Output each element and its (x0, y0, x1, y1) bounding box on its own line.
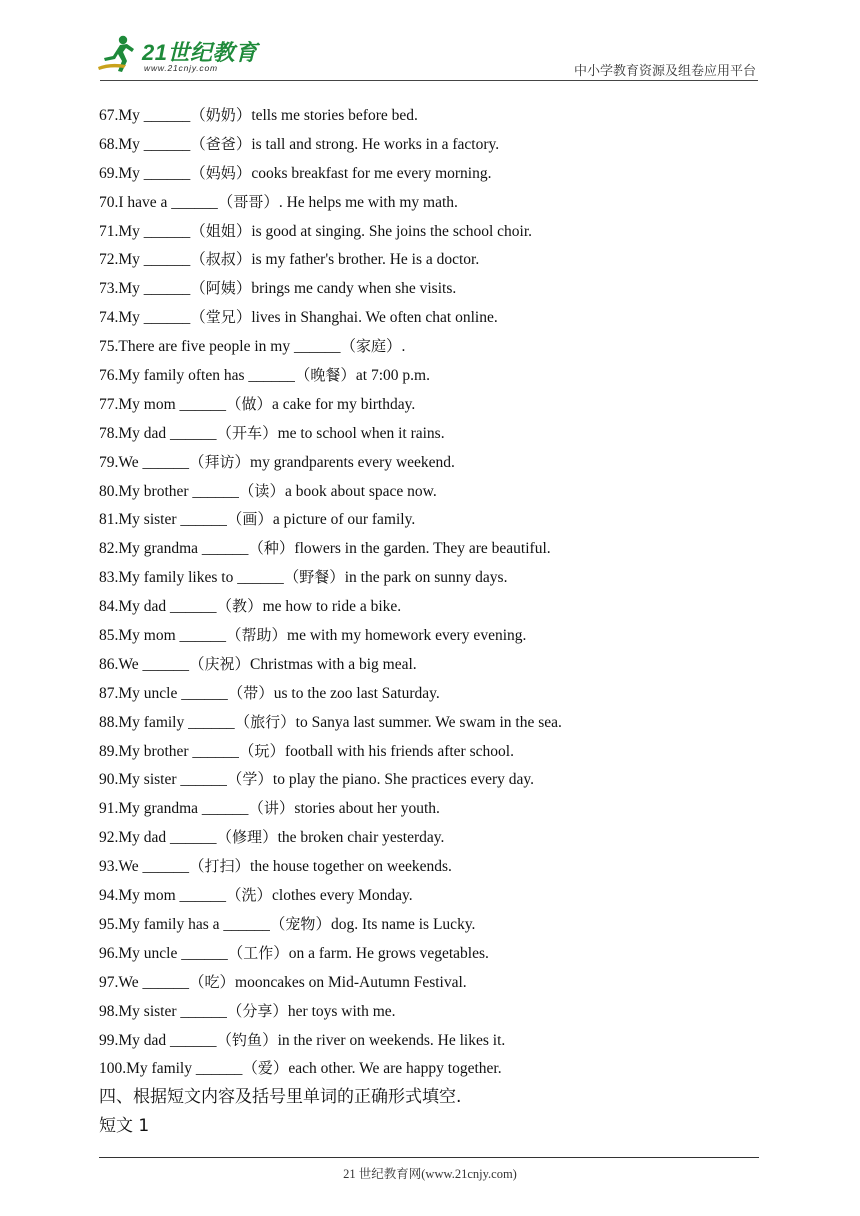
question-text-after: ）a book about space now. (269, 482, 437, 500)
question-number: 91. (99, 800, 119, 818)
question-number: 69. (99, 164, 119, 182)
question-item (99, 968, 769, 997)
question-text-after: ）lives in Shanghai. We often chat online. (235, 309, 498, 327)
question-text-after: ）flowers in the garden. They are beautiful. (278, 540, 551, 558)
logo-text: 21世纪教育 (142, 40, 258, 65)
question-text-after: ）stories about her youth. (278, 800, 440, 818)
question-hint: 教 (232, 597, 248, 616)
question-number: 83. (99, 569, 119, 587)
question-item (99, 534, 769, 563)
question-number: 72. (99, 251, 119, 269)
question-text-before: My sister ______（ (118, 511, 243, 529)
question-text-after: ）me with my homework every evening. (271, 627, 527, 645)
question-number: 74. (99, 309, 119, 327)
question-hint: 钓鱼 (232, 1030, 263, 1049)
question-hint: 家庭 (355, 337, 386, 356)
question-text-before: We ______（ (118, 655, 205, 673)
question-hint: 做 (241, 394, 257, 413)
question-hint: 种 (263, 539, 279, 558)
question-text-before: My ______（ (118, 135, 206, 153)
question-text-before: My sister ______（ (118, 771, 243, 789)
question-item (99, 303, 769, 332)
question-number: 96. (99, 944, 119, 962)
question-hint: 分享 (242, 1001, 273, 1020)
question-text-before: My ______（ (118, 222, 206, 240)
question-text-after: ）clothes every Monday. (256, 887, 413, 905)
question-hint: 宠物 (285, 914, 316, 933)
question-hint: 画 (242, 510, 258, 529)
question-text-before: My family often has ______（ (118, 367, 311, 385)
question-text-after: ）us to the zoo last Saturday. (258, 684, 440, 702)
question-text-before: My dad ______（ (118, 598, 233, 616)
question-number: 70. (99, 193, 119, 211)
question-number: 85. (99, 627, 119, 645)
question-item (99, 679, 769, 708)
question-text-before: We ______（ (118, 973, 205, 991)
question-number: 71. (99, 222, 119, 240)
question-text-before: My ______（ (118, 164, 206, 182)
question-item (99, 852, 769, 881)
question-text-before: My dad ______（ (118, 1031, 233, 1049)
question-text-before: My dad ______（ (118, 829, 233, 847)
question-number: 99. (99, 1031, 119, 1049)
question-item (99, 939, 769, 968)
question-hint: 庆祝 (204, 654, 235, 673)
question-hint: 爸爸 (205, 134, 236, 153)
question-number: 100. (99, 1060, 127, 1078)
question-text-before: We ______（ (118, 858, 205, 876)
question-list (99, 101, 769, 1141)
runner-logo-icon (96, 34, 140, 74)
question-text-after: ）. He helps me with my math. (263, 193, 458, 211)
question-number: 75. (99, 338, 119, 356)
footer-text: 21 世纪教育网(www.21cnjy.com) (343, 1167, 517, 1181)
question-number: 67. (99, 107, 119, 124)
question-item (99, 448, 769, 477)
question-hint: 妈妈 (205, 163, 236, 182)
header-tagline: 中小学教育资源及组卷应用平台 (573, 64, 756, 79)
question-text-after: ）a picture of our family. (257, 511, 416, 529)
question-number: 77. (99, 395, 119, 413)
question-text-after: ）the broken chair yesterday. (262, 829, 445, 847)
question-text-after: ）brings me candy when she visits. (235, 280, 457, 298)
question-item (99, 361, 769, 390)
question-hint: 开车 (232, 423, 263, 442)
question-hint: 姐姐 (205, 221, 236, 240)
question-number: 90. (99, 771, 119, 789)
question-hint: 玩 (254, 741, 270, 760)
question-text-after: ）Christmas with a big meal. (234, 655, 417, 673)
question-item (99, 765, 769, 794)
question-item (99, 419, 769, 448)
question-item (99, 332, 769, 361)
question-text-before: My family ______（ (126, 1060, 258, 1078)
question-hint: 晚餐 (310, 366, 341, 385)
question-text-before: My grandma ______（ (118, 800, 264, 818)
question-item (99, 159, 769, 188)
question-number: 98. (99, 1002, 119, 1020)
question-number: 95. (99, 915, 119, 933)
footer-divider (99, 1157, 759, 1158)
question-hint: 哥哥 (233, 192, 264, 211)
question-item (99, 794, 769, 823)
question-hint: 工作 (243, 943, 274, 962)
question-item (99, 390, 769, 419)
question-text-before: My ______（ (118, 251, 206, 269)
question-hint: 爱 (257, 1059, 273, 1078)
question-number: 82. (99, 540, 119, 558)
question-text-before: My ______（ (118, 309, 206, 327)
question-text-after: ）on a farm. He grows vegetables. (273, 944, 489, 962)
question-hint: 叔叔 (205, 250, 236, 269)
question-item (99, 708, 769, 737)
question-item (99, 505, 769, 534)
question-text-before: My uncle ______（ (118, 684, 244, 702)
logo-url: www.21cnjy.com (144, 63, 218, 73)
question-text-after: ）mooncakes on Mid-Autumn Festival. (219, 973, 467, 991)
question-text-after: ）tells me stories before bed. (235, 107, 418, 124)
question-item (99, 823, 769, 852)
question-text-before: I have a ______（ (118, 193, 234, 211)
question-item (99, 188, 769, 217)
question-item (99, 130, 769, 159)
question-text-after: ）the house together on weekends. (234, 858, 452, 876)
passage-title: 短文 1 (99, 1116, 150, 1137)
question-text-after: ）to Sanya last summer. We swam in the sea. (280, 713, 562, 731)
question-text-before: My mom ______（ (118, 627, 242, 645)
question-text-before: My uncle ______（ (118, 944, 244, 962)
question-text-before: My ______（ (118, 280, 206, 298)
question-item (99, 997, 769, 1026)
question-hint: 洗 (241, 886, 257, 905)
question-item (99, 621, 769, 650)
question-item (99, 477, 769, 506)
question-hint: 带 (243, 683, 259, 702)
question-item (99, 650, 769, 679)
question-text-after: ）at 7:00 p.m. (340, 367, 430, 385)
question-text-before: My brother ______（ (118, 742, 255, 760)
question-number: 92. (99, 829, 119, 847)
question-item (99, 245, 769, 274)
question-text-before: My mom ______（ (118, 395, 242, 413)
question-hint: 旅行 (250, 712, 281, 731)
question-hint: 拜访 (204, 452, 235, 471)
question-text-before: My family has a ______（ (118, 915, 286, 933)
question-text-after: ）is good at singing. She joins the school choir. (235, 222, 533, 240)
question-text-before: My ______（ (118, 107, 206, 124)
question-hint: 堂兄 (205, 308, 236, 327)
question-hint: 修理 (232, 828, 263, 847)
question-text-after: ）to play the piano. She practices every day. (257, 771, 535, 789)
question-item (99, 217, 769, 246)
question-number: 76. (99, 367, 119, 385)
question-hint: 奶奶 (205, 106, 236, 124)
site-logo (96, 34, 266, 76)
question-text-before: There are five people in my ______（ (118, 338, 356, 356)
question-text-after: ）is tall and strong. He works in a factory. (235, 135, 500, 153)
question-item (99, 101, 769, 130)
question-number: 78. (99, 424, 119, 442)
question-item (99, 910, 769, 939)
section-title: 四、根据短文内容及括号里单词的正确形式填空. (99, 1087, 462, 1108)
question-item (99, 881, 769, 910)
question-item (99, 563, 769, 592)
question-text-after: ）football with his friends after school. (269, 742, 514, 760)
question-item (99, 1054, 769, 1083)
question-number: 68. (99, 135, 119, 153)
question-text-after: ）me to school when it rains. (262, 424, 445, 442)
question-number: 87. (99, 684, 119, 702)
header-divider (100, 80, 758, 81)
question-hint: 吃 (204, 972, 220, 991)
question-number: 81. (99, 511, 119, 529)
question-hint: 讲 (263, 799, 279, 818)
question-text-before: My sister ______（ (118, 1002, 243, 1020)
question-text-after: ）her toys with me. (272, 1002, 396, 1020)
question-text-before: My family likes to ______（ (118, 569, 300, 587)
question-text-before: My dad ______（ (118, 424, 233, 442)
question-text-after: ）is my father's brother. He is a doctor. (235, 251, 480, 269)
question-number: 93. (99, 858, 119, 876)
question-number: 79. (99, 453, 119, 471)
question-item (99, 1026, 769, 1055)
question-text-after: ）dog. Its name is Lucky. (315, 915, 476, 933)
question-hint: 帮助 (241, 626, 272, 645)
question-number: 94. (99, 887, 119, 905)
question-hint: 打扫 (204, 857, 235, 876)
question-text-before: My mom ______（ (118, 887, 242, 905)
question-text-after: ）in the park on sunny days. (329, 569, 508, 587)
question-hint: 野餐 (299, 568, 330, 587)
question-number: 86. (99, 655, 119, 673)
page-header (0, 0, 860, 80)
question-number: 89. (99, 742, 119, 760)
question-text-before: My brother ______（ (118, 482, 255, 500)
question-hint: 阿姨 (205, 279, 236, 298)
question-text-after: ）my grandparents every weekend. (234, 453, 455, 471)
question-item (99, 592, 769, 621)
question-number: 97. (99, 973, 119, 991)
question-number: 80. (99, 482, 119, 500)
question-text-after: ）me how to ride a bike. (247, 598, 402, 616)
question-text-after: ）. (385, 338, 406, 356)
question-text-before: My grandma ______（ (118, 540, 264, 558)
question-text-after: ）cooks breakfast for me every morning. (235, 164, 492, 182)
question-text-after: ）in the river on weekends. He likes it. (262, 1031, 506, 1049)
question-hint: 读 (254, 481, 270, 500)
question-text-before: My family ______（ (118, 713, 251, 731)
question-text-before: We ______（ (118, 453, 205, 471)
question-text-after: ）a cake for my birthday. (256, 395, 416, 413)
question-hint: 学 (242, 770, 258, 789)
question-number: 84. (99, 598, 119, 616)
question-text-after: ）each other. We are happy together. (272, 1060, 502, 1078)
question-item (99, 274, 769, 303)
question-number: 73. (99, 280, 119, 298)
question-number: 88. (99, 713, 119, 731)
question-item (99, 737, 769, 766)
